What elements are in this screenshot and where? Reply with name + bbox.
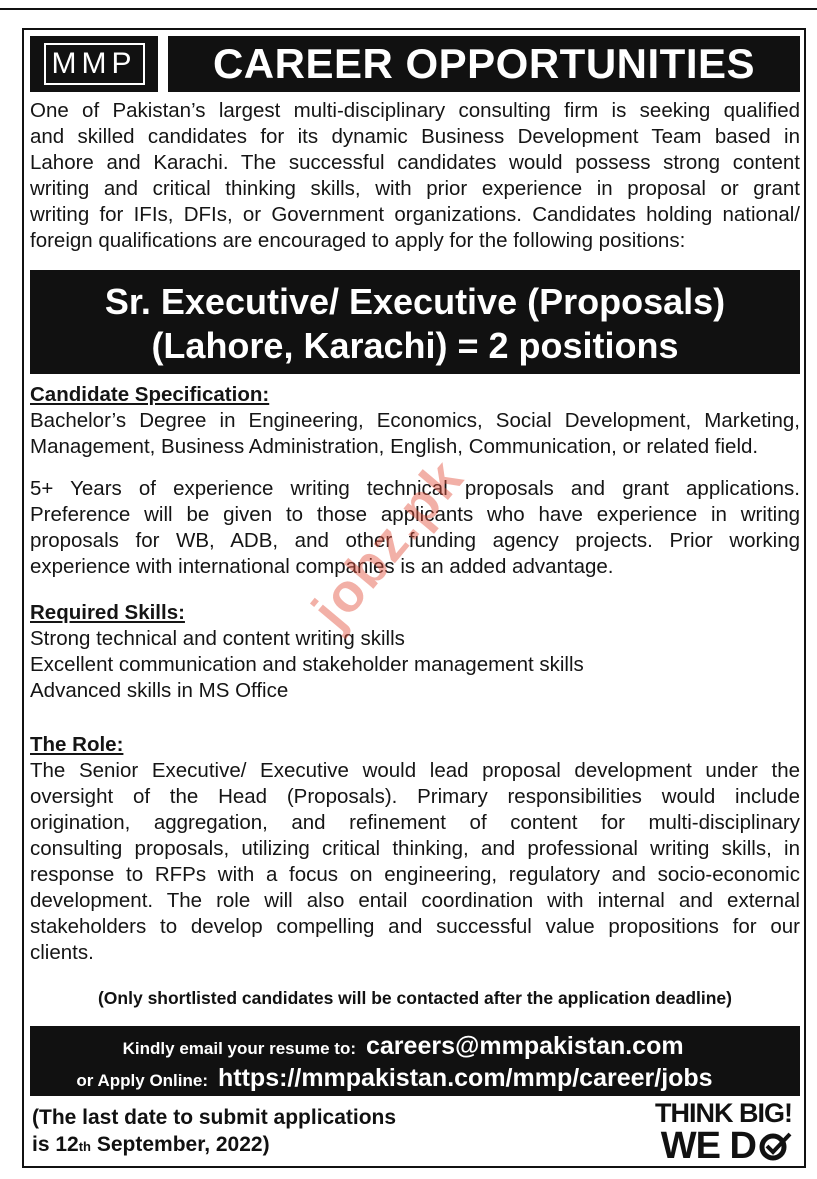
deadline-ordinal: th (78, 1139, 91, 1154)
header (30, 36, 800, 92)
education-line: Bachelor’s Degree in Engineering, Economics, Social Development, Marketing, (30, 409, 800, 432)
email-label: Kindly email your resume to: (122, 1039, 356, 1058)
role-section (30, 732, 800, 966)
role-line: oversight of the Head (Proposals). Primary responsibilities would include (30, 785, 800, 808)
role-line: development. The role will also entail coordination with internal and external (30, 889, 800, 912)
shortlist-note: (Only shortlisted candidates will be contacted after the application deadline) (97, 988, 732, 1008)
position-title: Sr. Executive/ Executive (Proposals) (104, 281, 726, 322)
slogan-line2 (660, 1125, 792, 1167)
page-title: CAREER OPPORTUNITIES (168, 36, 800, 92)
experience-line: 5+ Years of experience writing technical proposals and grant applications. (30, 477, 800, 500)
deadline-notice (32, 1104, 396, 1160)
checkmark-o-icon (758, 1131, 792, 1161)
skill-item: Excellent communication and stakeholder management skills (30, 653, 584, 676)
intro-paragraph (30, 98, 800, 254)
position-location-count: (Lahore, Karachi) = 2 positions (151, 325, 679, 366)
intro-line: writing for IFIs, DFIs, or Government organizations. Candidates holding national/ (30, 203, 800, 226)
online-label: or Apply Online: (76, 1071, 208, 1090)
specification-heading: Candidate Specification: (30, 383, 270, 406)
watermark: jobz.pk (300, 447, 476, 640)
apply-url-link[interactable]: https://mmpakistan.com/mmp/career/jobs (218, 1064, 713, 1092)
intro-line: foreign qualifications are encouraged to apply for the following positions: (30, 229, 686, 252)
slogan (612, 1098, 792, 1167)
role-line: stakeholders to develop compelling and successful value propositions for our (30, 915, 800, 938)
role-heading: The Role: (30, 733, 124, 756)
position-banner (30, 270, 800, 374)
email-row (30, 1032, 800, 1061)
intro-line: and skilled candidates for its dynamic Business Development Team based in (30, 125, 800, 148)
experience-line: experience with international companies is an added advantage. (30, 555, 614, 578)
required-skills (30, 600, 800, 704)
slogan-line1: THINK BIG! (655, 1098, 792, 1128)
deadline-date (32, 1131, 396, 1160)
deadline-date-rest: September, 2022) (91, 1133, 270, 1156)
skills-heading: Required Skills: (30, 601, 185, 624)
mmp-logo (30, 36, 158, 92)
email-link[interactable]: careers@mmpakistan.com (366, 1032, 684, 1060)
candidate-specification (30, 382, 800, 460)
slogan-line2-text: WE D (660, 1125, 756, 1167)
education-line: Management, Business Administration, English, Communication, or related field. (30, 435, 759, 458)
experience-line: Preference will be given to those applicants who have experience in writing (30, 503, 800, 526)
role-line: The Senior Executive/ Executive would lead proposal development under the (30, 759, 800, 782)
intro-line: Lahore and Karachi. The successful candidates would possess strong content (30, 151, 800, 174)
skill-item: Advanced skills in MS Office (30, 679, 289, 702)
role-line: response to RFPs with a focus on engineering, regulatory and socio-economic (30, 863, 800, 886)
experience-paragraph (30, 476, 800, 580)
deadline-line: (The last date to submit applications (32, 1106, 397, 1129)
intro-line: One of Pakistan’s largest multi-disciplinary consulting firm is seeking qualified (30, 99, 800, 122)
online-row (30, 1064, 800, 1093)
apply-box (30, 1026, 800, 1096)
role-line: consulting proposals, utilizing critical thinking, and professional writing skills, in (30, 837, 800, 860)
top-rule (0, 8, 817, 10)
role-line: clients. (30, 941, 94, 964)
role-line: origination, aggregation, and refinement of content for multi-disciplinary (30, 811, 800, 834)
intro-line: writing and critical thinking skills, with prior experience in proposal or grant (30, 177, 800, 200)
logo-text: MMP (44, 43, 145, 85)
experience-line: proposals for WB, ADB, and other funding agency projects. Prior working (30, 529, 800, 552)
deadline-date-prefix: is 12 (32, 1133, 79, 1156)
skill-item: Strong technical and content writing skills (30, 627, 405, 650)
